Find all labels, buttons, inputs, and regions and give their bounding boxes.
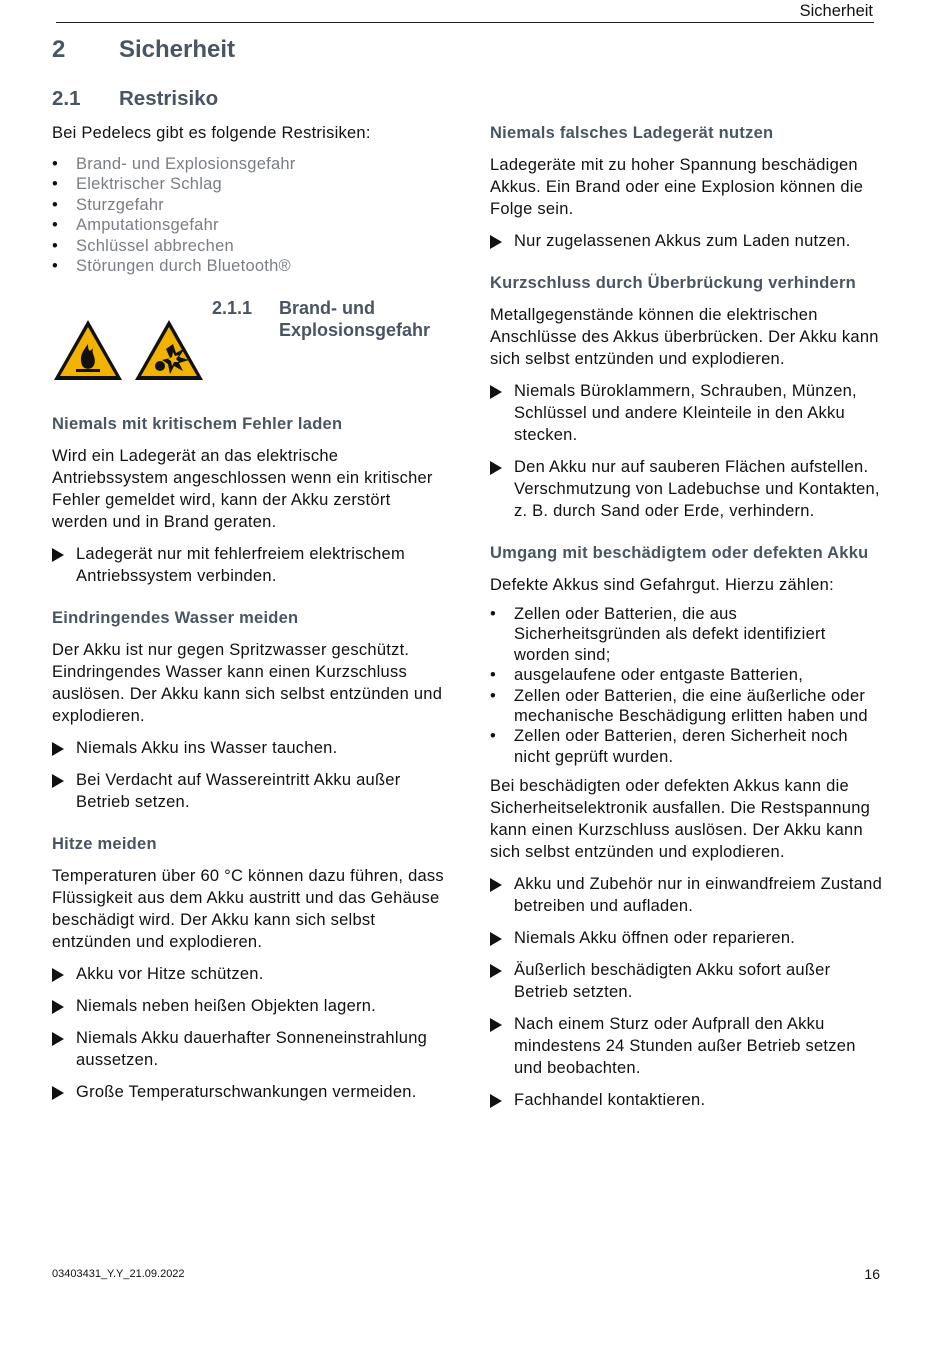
list-item: • Zellen oder Batterien, die aus Sicherheitsgründen als defekt identifiziert worden sind; <box>490 605 826 664</box>
bullet: • <box>52 175 59 194</box>
left-column <box>52 122 447 1103</box>
arrow-right-icon <box>490 878 502 892</box>
water-heading: Eindringendes Wasser meiden <box>52 609 299 628</box>
chapter-number: 2 <box>52 36 66 63</box>
action-item: Niemals Akku öffnen oder reparieren. <box>490 927 885 949</box>
arrow-right-icon <box>490 385 502 399</box>
short-circuit-heading: Kurzschluss durch Überbrückung verhindern <box>490 274 856 292</box>
section-number: 2.1 <box>52 87 81 110</box>
footer-page-number: 16 <box>864 1266 880 1282</box>
bullet: • <box>52 257 59 276</box>
footer-doc-id: 03403431_Y.Y_21.09.2022 <box>52 1268 185 1280</box>
section-heading <box>52 87 218 111</box>
risk-list <box>52 154 447 276</box>
arrow-right-icon <box>490 932 502 946</box>
list-item: • Schlüssel abbrechen <box>52 236 234 255</box>
action-item: Ladegerät nur mit fehlerfreiem elektrischem Antriebssystem verbinden. <box>52 543 447 587</box>
hazardous-goods-list <box>490 604 885 767</box>
bullet: • <box>490 686 497 705</box>
bullet: • <box>52 195 59 214</box>
charger-heading: Niemals falsches Ladegerät nutzen <box>490 124 774 142</box>
water-text: Der Akku ist nur gegen Spritzwasser geschützt. Eindringendes Wasser kann einen Kurzschluss auslösen. Der Akku kann sich selbst entzünden und explodieren. <box>52 641 443 726</box>
chapter-heading <box>52 36 235 64</box>
action-item: Akku vor Hitze schützen. <box>52 963 447 985</box>
list-item: • Zellen oder Batterien, deren Sicherheit noch nicht geprüft wurden. <box>490 727 848 766</box>
critical-error-text: Wird ein Ladegerät an das elektrische Antriebssystem angeschlossen wenn ein kritischer Fehler gemeldet wird, kann der Akku zerstört werden und in Brand geraten. <box>52 447 433 532</box>
arrow-right-icon <box>52 774 64 788</box>
arrow-right-icon <box>52 968 64 982</box>
arrow-right-icon <box>52 742 64 756</box>
action-item: Niemals Akku dauerhafter Sonneneinstrahlung aussetzen. <box>52 1027 447 1071</box>
action-item: Große Temperaturschwankungen vermeiden. <box>52 1081 447 1103</box>
bullet: • <box>52 216 59 235</box>
action-item: Äußerlich beschädigten Akku sofort außer Betrieb setzten. <box>490 959 885 1003</box>
action-item: Akku und Zubehör nur in einwandfreiem Zustand betreiben und aufladen. <box>490 873 885 917</box>
list-item: • Sturzgefahr <box>52 195 165 214</box>
arrow-right-icon <box>490 964 502 978</box>
arrow-right-icon <box>490 1018 502 1032</box>
bullet: • <box>52 236 59 255</box>
bullet: • <box>490 605 497 623</box>
action-item: Fachhandel kontaktieren. <box>490 1089 885 1111</box>
action-item: Niemals Büroklammern, Schrauben, Münzen, Schlüssel und andere Kleinteile in den Akku stecken. <box>490 380 885 446</box>
critical-error-heading: Niemals mit kritischem Fehler laden <box>52 415 343 434</box>
damaged-battery-text: Defekte Akkus sind Gefahrgut. Hierzu zählen: <box>490 576 834 594</box>
list-item: • Zellen oder Batterien, die eine äußerliche oder mechanische Beschädigung erlitten haben und <box>490 686 868 726</box>
arrow-right-icon <box>52 548 64 562</box>
chapter-title: Sicherheit <box>119 36 236 63</box>
arrow-right-icon <box>490 461 502 475</box>
action-item: Nach einem Sturz oder Aufprall den Akku mindestens 24 Stunden außer Betrieb setzen und beobachten. <box>490 1013 885 1079</box>
list-item: • ausgelaufene oder entgaste Batterien, <box>490 666 804 685</box>
arrow-right-icon <box>52 1032 64 1046</box>
intro-text: Bei Pedelecs gibt es folgende Restrisiken: <box>52 124 371 142</box>
arrow-right-icon <box>490 1094 502 1108</box>
action-item: Den Akku nur auf sauberen Flächen aufstellen. Verschmutzung von Ladebuchse und Kontakten, z. B. durch Sand oder Erde, verhindern. <box>490 456 885 522</box>
bullet: • <box>52 155 59 173</box>
arrow-right-icon <box>490 235 502 249</box>
subsection-number: 2.1.1 <box>212 298 253 318</box>
action-item: Niemals Akku ins Wasser tauchen. <box>52 737 447 759</box>
arrow-right-icon <box>52 1086 64 1100</box>
damaged-battery-heading: Umgang mit beschädigtem oder defekten Akku <box>490 544 869 562</box>
heat-heading: Hitze meiden <box>52 835 157 854</box>
list-item: • Störungen durch Bluetooth® <box>52 257 291 276</box>
heat-text: Temperaturen über 60 °C können dazu führen, dass Flüssigkeit aus dem Akku austritt und das Gehäuse beschädigt wird. Der Akku kann sich selbst entzünden und explodieren. <box>52 867 444 952</box>
header-section-label: Sicherheit <box>799 2 873 20</box>
damaged-battery-text-2: Bei beschädigten oder defekten Akkus kann die Sicherheitselektronik ausfallen. Die Restspannung kann einen Kurzschluss auslösen. Der Akku kann sich selbst entzünden und explodieren. <box>490 777 871 862</box>
subsection-title: Brand- und Explosionsgefahr <box>279 298 431 340</box>
short-circuit-text: Metallgegenstände können die elektrischen Anschlüsse des Akkus überbrücken. Der Akku kann sich selbst entzünden und explodieren. <box>490 306 879 368</box>
header-rule <box>56 22 874 23</box>
right-column <box>490 122 885 1111</box>
bullet: • <box>490 666 497 685</box>
charger-text: Ladegeräte mit zu hoher Spannung beschädigen Akkus. Ein Brand oder eine Explosion können die Folge sein. <box>490 156 864 218</box>
action-item: Niemals neben heißen Objekten lagern. <box>52 995 447 1017</box>
list-item: • Brand- und Explosionsgefahr <box>52 155 296 173</box>
action-item: Bei Verdacht auf Wassereintritt Akku außer Betrieb setzen. <box>52 769 447 813</box>
list-item: • Amputationsgefahr <box>52 216 219 235</box>
list-item: • Elektrischer Schlag <box>52 175 222 194</box>
bullet: • <box>490 727 497 746</box>
action-item: Nur zugelassenen Akkus zum Laden nutzen. <box>490 230 885 252</box>
arrow-right-icon <box>52 1000 64 1014</box>
section-title: Restrisiko <box>119 87 219 110</box>
